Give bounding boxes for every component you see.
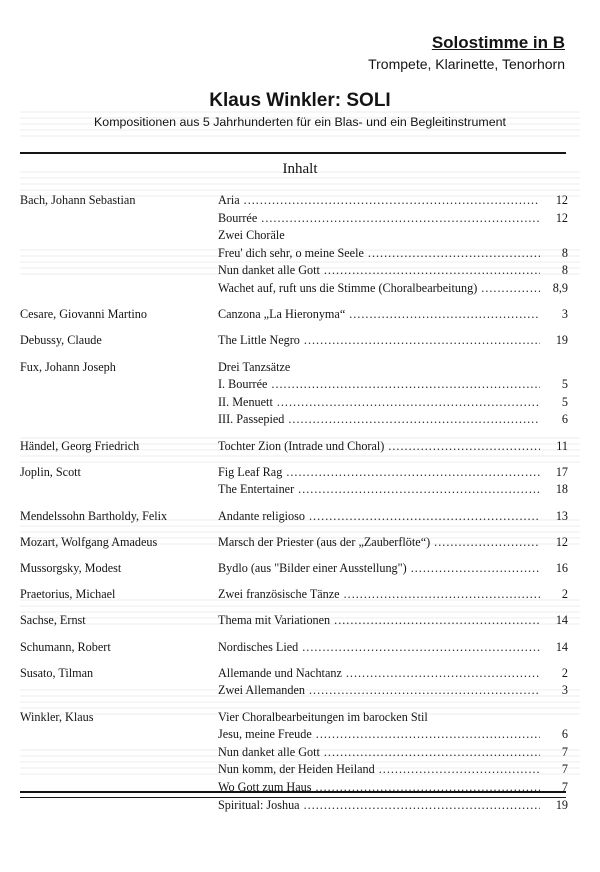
toc-entry[interactable]	[218, 586, 568, 603]
toc-dot-leader	[344, 586, 540, 603]
toc-page-number: 13	[555, 508, 568, 523]
toc-entry[interactable]	[218, 227, 568, 244]
toc-entry-title: II. Menuett	[218, 394, 273, 409]
toc-entry[interactable]	[218, 359, 568, 376]
toc-entry-title: Nun komm, der Heiden Heiland	[218, 762, 375, 777]
toc-dot-leader	[271, 376, 540, 393]
toc-page-number: 12	[555, 534, 568, 549]
toc-page-number: 2	[561, 665, 568, 680]
toc-page-number: 12	[555, 193, 568, 207]
toc-entry[interactable]	[218, 192, 568, 209]
toc-entry-title: Zwei französische Tänze	[218, 587, 340, 602]
toc-composer: Winkler, Klaus	[20, 709, 94, 724]
toc-entry-title: Nordisches Lied	[218, 639, 299, 654]
toc-dot-leader	[304, 797, 540, 814]
toc-page-number: 3	[561, 683, 568, 698]
toc-page-number: 3	[561, 307, 568, 322]
toc-entry-title: The Entertainer	[218, 482, 295, 497]
toc-entry[interactable]	[218, 411, 568, 428]
toc-entry[interactable]	[218, 464, 568, 481]
toc-page-number: 6	[561, 412, 568, 427]
toc-entry-title: Zwei Choräle	[218, 228, 285, 243]
toc-entry-title: Freu' dich sehr, o meine Seele	[218, 245, 364, 260]
toc-composer: Susato, Tilman	[20, 665, 94, 680]
toc-entry-title: Jesu, meine Freude	[218, 727, 312, 742]
toc-page-number: 7	[561, 744, 568, 759]
toc-dot-leader	[434, 534, 540, 551]
toc-composer: Cesare, Giovanni Martino	[20, 307, 147, 322]
toc-entry[interactable]	[218, 534, 568, 551]
toc-dot-leader	[277, 394, 540, 411]
toc-composer: Bach, Johann Sebastian	[20, 193, 136, 207]
toc-entry[interactable]	[218, 245, 568, 262]
toc-entry-title: Aria	[218, 193, 240, 207]
toc-entry-title: Thema mit Variationen	[218, 613, 331, 628]
toc-page-number: 8	[561, 263, 568, 278]
toc-page-number: 19	[555, 333, 568, 348]
bottom-divider	[20, 791, 566, 793]
toc-dot-leader	[346, 665, 540, 682]
toc-entry[interactable]	[218, 481, 568, 498]
toc-composer: Händel, Georg Friedrich	[20, 438, 140, 453]
toc-composer: Debussy, Claude	[20, 333, 102, 348]
toc-composer: Sachse, Ernst	[20, 613, 86, 628]
toc-dot-leader	[379, 761, 540, 778]
toc-entry-title: Nun danket alle Gott	[218, 263, 320, 278]
toc-entry[interactable]	[218, 612, 568, 629]
toc-composer: Mozart, Wolfgang Amadeus	[20, 534, 158, 549]
toc-dot-leader	[244, 192, 540, 209]
toc-entry[interactable]	[218, 438, 568, 455]
toc-dot-leader	[334, 612, 540, 629]
toc-composer: Joplin, Scott	[20, 464, 81, 479]
toc-composer: Fux, Johann Joseph	[20, 359, 116, 374]
toc-page-number: 7	[561, 762, 568, 777]
toc-entry-title: Spiritual: Joshua	[218, 797, 300, 812]
toc-page-number: 14	[555, 639, 568, 654]
toc-entry-title: Canzona „La Hieronyma“	[218, 307, 346, 322]
toc-entry[interactable]	[218, 376, 568, 393]
toc-entry[interactable]	[218, 665, 568, 682]
toc-entry[interactable]	[218, 560, 568, 577]
edition-label: Solostimme in B	[431, 33, 565, 52]
toc-page-number: 11	[556, 438, 568, 453]
toc-page-number: 14	[555, 613, 568, 628]
toc-entry-title: Tochter Zion (Intrade und Choral)	[218, 438, 385, 453]
toc-entry-title: Marsch der Priester (aus der „Zauberflöte“)	[218, 534, 431, 549]
toc-entry[interactable]	[218, 726, 568, 743]
toc-dot-leader	[388, 438, 540, 455]
toc-entry-title: Nun danket alle Gott	[218, 744, 320, 759]
toc-page-number: 5	[561, 377, 568, 392]
toc-composer: Praetorius, Michael	[20, 587, 116, 602]
toc-entry[interactable]	[218, 394, 568, 411]
toc-entry[interactable]	[218, 332, 568, 349]
toc-composer: Mussorgsky, Modest	[20, 561, 122, 575]
toc-dot-leader	[298, 481, 540, 498]
toc-entry-title: Wachet auf, ruft uns die Stimme (Choralbearbeitung)	[218, 281, 478, 295]
toc-page-number: 5	[561, 394, 568, 409]
toc-entry-title: Allemande und Nachtanz	[218, 665, 342, 680]
toc-dot-leader	[309, 682, 540, 699]
toc-heading: Inhalt	[282, 161, 318, 177]
toc-page-number: 17	[555, 464, 568, 479]
toc-dot-leader	[324, 262, 540, 279]
toc-entry-title: The Little Negro	[218, 333, 300, 348]
toc-entry[interactable]	[218, 280, 568, 297]
toc-composer: Mendelssohn Bartholdy, Felix	[20, 508, 168, 523]
toc-page-number: 16	[555, 561, 568, 575]
toc-entry[interactable]	[218, 508, 568, 525]
toc-dot-leader	[349, 306, 540, 323]
toc-entry-title: Bourrée	[218, 210, 258, 225]
toc-entry[interactable]	[218, 797, 568, 814]
toc-page-number: 7	[561, 780, 568, 794]
toc-dot-leader	[261, 210, 540, 227]
toc-page-number: 6	[561, 727, 568, 742]
toc-entry-title: Drei Tanzsätze	[218, 359, 291, 374]
top-divider	[20, 152, 566, 154]
toc-entry-title: Bydlo (aus "Bilder einer Ausstellung")	[218, 561, 407, 575]
instrument-list: Trompete, Klarinette, Tenorhorn	[368, 56, 565, 72]
toc-page-number: 8	[561, 245, 568, 260]
toc-entry[interactable]	[218, 779, 568, 796]
toc-dot-leader	[316, 726, 540, 743]
toc-page-number: 18	[555, 482, 568, 497]
toc-entry[interactable]	[218, 682, 568, 699]
toc-entry[interactable]	[218, 210, 568, 227]
toc-dot-leader	[302, 639, 540, 656]
toc-dot-leader	[309, 508, 540, 525]
toc-entry[interactable]	[218, 709, 568, 726]
toc-entry[interactable]	[218, 262, 568, 279]
toc-entry[interactable]	[218, 744, 568, 761]
toc-entry-title: I. Bourrée	[218, 377, 268, 392]
book-subtitle: Kompositionen aus 5 Jahrhunderten für ein Blas- und ein Begleitinstrument	[94, 115, 506, 129]
toc-page-number: 8,9	[552, 281, 568, 295]
toc-dot-leader	[286, 464, 540, 481]
toc-entry[interactable]	[218, 761, 568, 778]
toc-dot-leader	[481, 280, 540, 297]
toc-entry[interactable]	[218, 639, 568, 656]
toc-entry-title: III. Passepied	[218, 412, 285, 427]
toc-composer: Schumann, Robert	[20, 639, 111, 654]
toc-entry-title: Zwei Allemanden	[218, 683, 305, 698]
toc-dot-leader	[324, 744, 540, 761]
book-title: Klaus Winkler: SOLI	[209, 90, 391, 111]
toc-dot-leader	[304, 332, 540, 349]
toc-entry[interactable]	[218, 306, 568, 323]
toc-entry-title: Wo Gott zum Haus	[218, 780, 312, 794]
bottom-divider-thin	[20, 797, 566, 798]
toc-dot-leader	[368, 245, 540, 262]
toc-dot-leader	[315, 779, 540, 796]
toc-entry-title: Fig Leaf Rag	[218, 464, 283, 479]
toc-entry-title: Vier Choralbearbeitungen im barocken Stil	[218, 709, 428, 724]
toc-page-number: 12	[555, 210, 568, 225]
toc-entry-title: Andante religioso	[218, 508, 305, 523]
toc-page-number: 19	[555, 797, 568, 812]
toc-dot-leader	[411, 560, 540, 577]
toc-page-number: 2	[561, 587, 568, 602]
toc-dot-leader	[288, 411, 540, 428]
